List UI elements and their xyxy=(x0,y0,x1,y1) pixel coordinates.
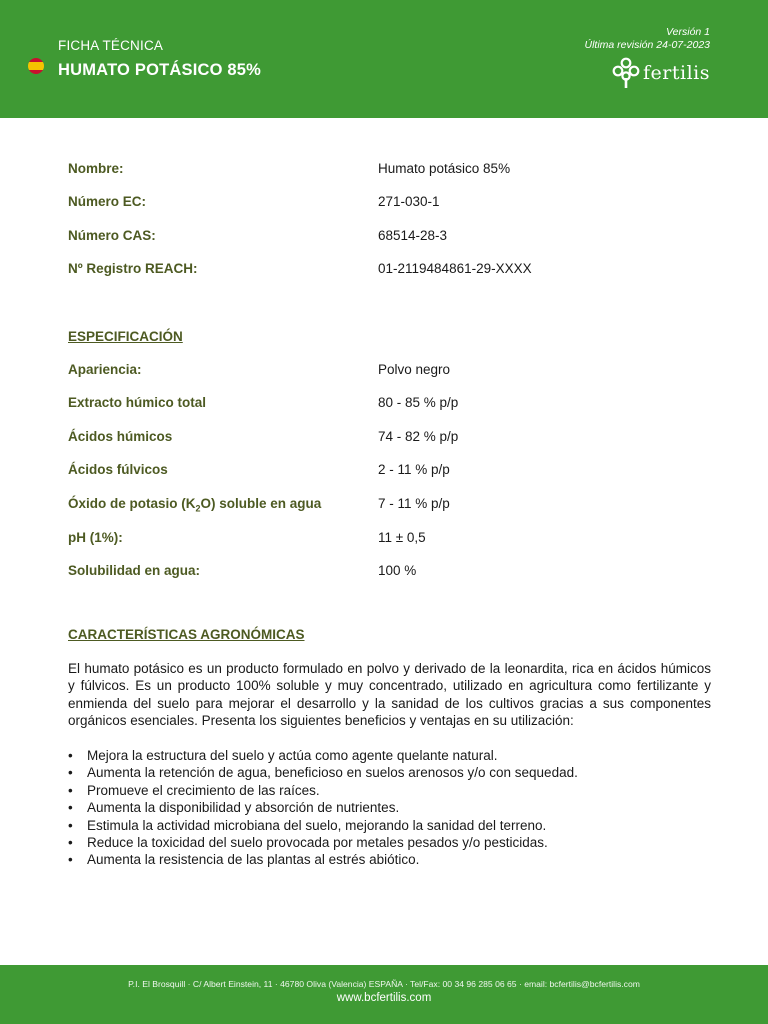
field-row xyxy=(68,261,711,281)
field-value: 271-030-1 xyxy=(378,194,440,209)
section-title-specification: ESPECIFICACIÓN xyxy=(68,329,183,344)
clover-logo-icon xyxy=(612,57,640,89)
spec-label: Ácidos húmicos xyxy=(68,429,173,444)
spec-label: Solubilidad en agua: xyxy=(68,563,201,578)
spec-value: 80 - 85 % p/p xyxy=(378,395,459,410)
field-value: 68514-28-3 xyxy=(378,228,448,243)
field-label: Número CAS: xyxy=(68,228,156,243)
field-row xyxy=(68,228,711,248)
spec-row xyxy=(68,429,711,449)
spec-value: 100 % xyxy=(378,563,417,578)
field-row xyxy=(68,161,711,181)
list-item: • Promueve el crecimiento de las raíces. xyxy=(68,782,320,798)
document-kind: FICHA TÉCNICA xyxy=(58,38,164,53)
spec-label: Óxido de potasio $(K_2O)$ soluble en agua xyxy=(68,496,322,514)
website-link[interactable]: www.bcfertilis.com xyxy=(336,992,432,1004)
spec-row xyxy=(68,395,711,415)
spec-value: 11 ± 0,5 xyxy=(378,530,426,545)
list-item: • Aumenta la retención de agua, beneficioso en suelos arenosos y/o con sequedad. xyxy=(68,765,578,781)
revision-date: Última revisión 24-07-2023 xyxy=(584,39,710,51)
bullet-icon: • xyxy=(68,748,73,763)
bullet-icon: • xyxy=(68,817,73,833)
field-label: Nº Registro REACH: xyxy=(68,261,198,276)
company-address: P.I. El Brosquill · C/ Albert Einstein, 11 · 46780 Oliva (Valencia) ESPAÑA · Tel/Fax: 00 34 96 285 06 65 · email: bcfertilis@bcfertilis.com xyxy=(128,979,640,989)
spec-label: pH (1%): xyxy=(68,530,123,545)
agronomic-description: El humato potásico es un producto formulado en polvo y derivado de la leonardita, rica en ácidos húmicos y fúlvicos. Es un producto 100% soluble y muy concentrado, utilizado en agricultura como fertilizante y enmienda del suelo para mejorar el desarrollo y la sanidad de los cultivos gracias a sus componentes orgánicos esenciales. Presenta los siguientes beneficios y ventajas en su utilización: xyxy=(68,661,711,729)
list-item: • Mejora la estructura del suelo y actúa como agente quelante natural. xyxy=(68,748,498,763)
list-item: • Aumenta la disponibilidad y absorción de nutrientes. xyxy=(68,800,400,816)
fertilis-logo xyxy=(612,57,710,89)
bullet-icon: • xyxy=(68,765,73,781)
section-title-agronomic: CARACTERÍSTICAS AGRONÓMICAS xyxy=(68,627,305,642)
spec-label: Extracto húmico total xyxy=(68,395,207,410)
spec-value: 2 - 11 % p/p xyxy=(378,462,450,477)
header-bar xyxy=(0,0,768,118)
bullet-icon: • xyxy=(68,852,73,868)
spec-value: Polvo negro xyxy=(378,362,451,377)
benefits-list xyxy=(68,747,711,869)
spec-row xyxy=(68,530,711,550)
field-value: Humato potásico 85% xyxy=(378,161,511,176)
spec-row xyxy=(68,462,711,482)
brand-name: fertilis xyxy=(643,62,710,84)
list-item: • Reduce la toxicidad del suelo provocada por metales pesados y/o pesticidas. xyxy=(68,835,548,851)
field-label: Número EC: xyxy=(68,194,147,209)
footer-bar xyxy=(0,965,768,1024)
version-label: Versión 1 xyxy=(666,26,710,38)
field-row xyxy=(68,194,711,214)
bullet-icon: • xyxy=(68,782,73,798)
bullet-icon: • xyxy=(68,835,73,851)
spec-value: 7 - 11 % p/p xyxy=(378,496,450,511)
spain-flag-icon xyxy=(28,58,44,74)
spec-row xyxy=(68,563,711,583)
spec-row xyxy=(68,496,711,516)
field-value: 01-2119484861-29-XXXX xyxy=(378,261,532,276)
list-item: • Estimula la actividad microbiana del suelo, mejorando la sanidad del terreno. xyxy=(68,817,547,833)
list-item: • Aumenta la resistencia de las plantas al estrés abiótico. xyxy=(68,852,420,868)
spec-value: 74 - 82 % p/p xyxy=(378,429,459,444)
spec-label: Ácidos fúlvicos xyxy=(68,462,168,477)
bullet-icon: • xyxy=(68,800,73,816)
spec-row xyxy=(68,362,711,382)
spec-label: Apariencia: xyxy=(68,362,142,377)
field-label: Nombre: xyxy=(68,161,124,176)
document-title: HUMATO POTÁSICO 85% xyxy=(58,61,262,79)
